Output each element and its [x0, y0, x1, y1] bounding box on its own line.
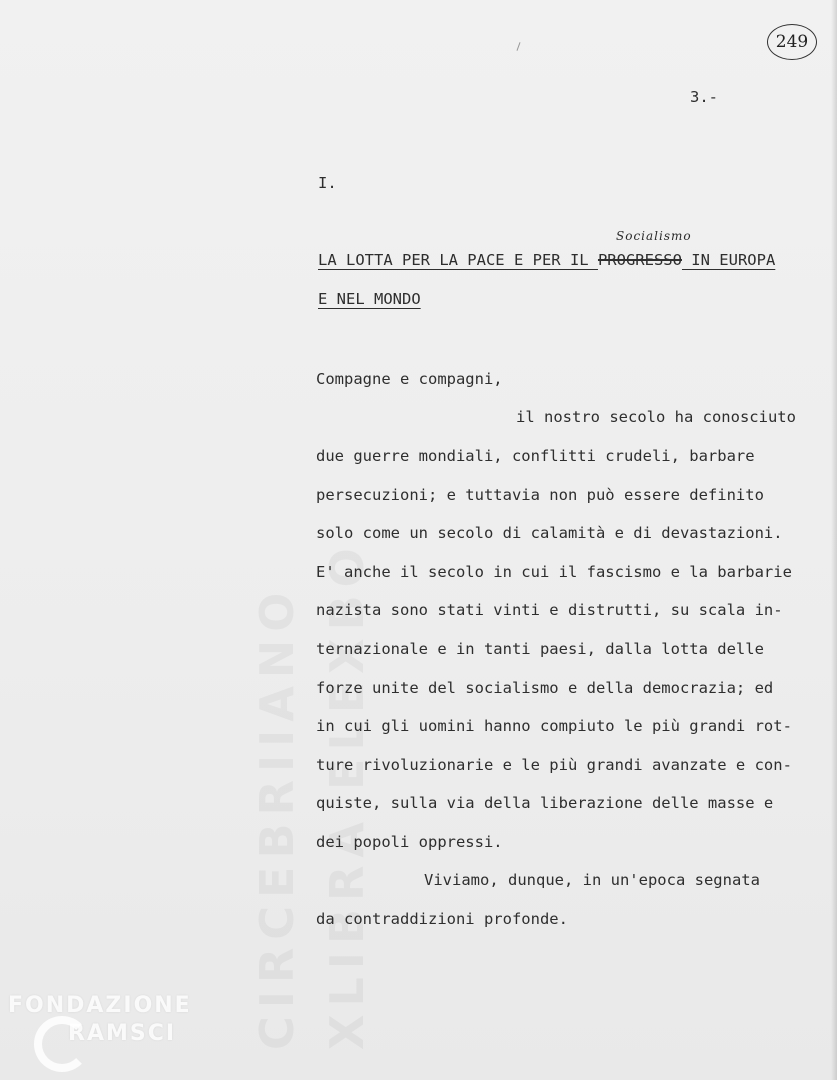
heading-line-1	[318, 251, 775, 269]
body-line: forze unite del socialismo e della democrazia; ed	[316, 679, 774, 697]
body-line: nazista sono stati vinti e distrutti, su scala in-	[316, 601, 783, 619]
foundation-logo	[8, 992, 192, 1048]
archive-watermark-vertical-2: XLIBRA ELEXBO	[320, 540, 374, 1050]
body-line: da contraddizioni profonde.	[316, 910, 568, 928]
section-number: I.	[318, 174, 337, 192]
circled-page-number	[767, 24, 817, 60]
salutation: Compagne e compagni,	[316, 370, 503, 388]
pen-mark	[516, 42, 520, 51]
body-line: due guerre mondiali, conflitti crudeli, barbare	[316, 447, 755, 465]
archive-watermark-vertical: CIRCEBRIIANO	[250, 584, 304, 1050]
struck-word: PROGRESSO	[597, 251, 682, 269]
logo-g-shape	[34, 1016, 90, 1072]
logo-line-2: RAMSCI	[68, 1021, 177, 1046]
heading-line-2: E NEL MONDO	[318, 290, 421, 308]
heading-line-1-before: LA LOTTA PER LA PACE E PER IL	[318, 251, 598, 269]
body-line: Viviamo, dunque, in un'epoca segnata	[424, 871, 760, 889]
body-line: quiste, sulla via della liberazione delle masse e	[316, 794, 774, 812]
body-line: ternazionale e in tanti paesi, dalla lotta delle	[316, 640, 764, 658]
body-line: solo come un secolo di calamità e di devastazioni.	[316, 524, 783, 542]
body-line: persecuzioni; e tuttavia non può essere definito	[316, 486, 764, 504]
body-line: il nostro secolo ha conosciuto	[516, 408, 796, 426]
body-line: ture rivoluzionarie e le più grandi avanzate e con-	[316, 756, 792, 774]
handwritten-insert: Socialismo	[616, 229, 692, 243]
logo-line-1: FONDAZIONE	[8, 993, 192, 1018]
body-line: dei popoli oppressi.	[316, 833, 503, 851]
typed-page-number: 3.-	[690, 88, 718, 106]
body-line: E' anche il secolo in cui il fascismo e la barbarie	[316, 563, 792, 581]
body-line: in cui gli uomini hanno compiuto le più grandi rot-	[316, 717, 792, 735]
circled-page-number-text: 249	[775, 32, 809, 52]
heading-line-1-after: IN EUROPA	[681, 251, 776, 269]
